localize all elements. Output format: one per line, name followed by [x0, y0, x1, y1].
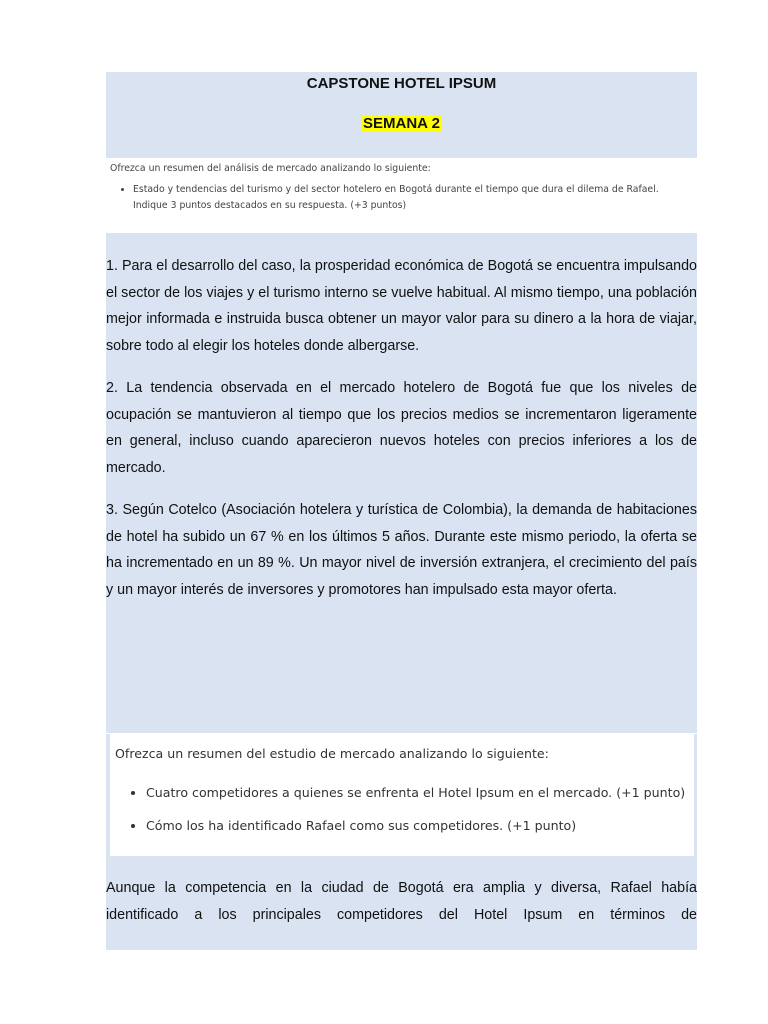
prompt-list-item: • Estado y tendencias del turismo y del sector hotelero en Bogotá durante el tiempo que dura el dilema de Rafael. Indique 3 puntos destacados en su respuesta. (+3 puntos)	[133, 182, 683, 214]
prompt-list-item: • Cuatro competidores a quienes se enfrenta el Hotel Ipsum en el mercado. (+1 punto)	[146, 784, 686, 817]
answer-paragraph-3: 3. Según Cotelco (Asociación hotelera y turística de Colombia), la demanda de habitaciones de hotel ha subido un 67 % en los últimos 5 años. Durante este mismo periodo, la oferta se ha incrementado en un 89 %. Un mayor nivel de inversión extranjera, el crecimiento del país y un mayor interés de inversores y promotores han impulsado esta mayor oferta.	[106, 502, 697, 598]
prompt-intro: Ofrezca un resumen del análisis de mercado analizando lo siguiente:	[110, 163, 431, 174]
answer-paragraph-1: 1. Para el desarrollo del caso, la prosperidad económica de Bogotá se encuentra impulsando el sector de los viajes y el turismo interno se vuelve habitual. Al mismo tiempo, una población mejor informada e instruida busca obtener un mayor valor para su dinero a la hora de viajar, sobre todo al elegir los hoteles donde albergarse.	[106, 258, 697, 354]
week-label: SEMANA 2	[363, 115, 440, 132]
document-title: CAPSTONE HOTEL IPSUM	[306, 75, 497, 92]
closing-line-2: identificado a los principales competidores del Hotel Ipsum en términos de	[106, 906, 697, 923]
closing-paragraph	[106, 875, 697, 928]
prompt-list	[106, 182, 683, 214]
document-page	[106, 72, 697, 923]
prompt-list	[110, 784, 686, 850]
prompt-intro: Ofrezca un resumen del estudio de mercado analizando lo siguiente:	[115, 746, 549, 761]
prompt-box-market-analysis	[106, 158, 697, 233]
answers-section	[106, 233, 697, 733]
week-label-wrapper	[106, 115, 697, 133]
prompt-list-item: • Cómo los ha identificado Rafael como sus competidores. (+1 punto)	[146, 817, 686, 850]
answer-paragraph-2: 2. La tendencia observada en el mercado hotelero de Bogotá fue que los niveles de ocupación se mantuvieron al tiempo que los precios medios se incrementaron ligeramente en general, incluso cuando aparecieron nuevos hoteles con precios inferiores a los de mercado.	[106, 380, 697, 476]
document-header	[106, 72, 697, 158]
closing-line-1: Aunque la competencia en la ciudad de Bogotá era amplia y diversa, Rafael había	[106, 880, 697, 896]
prompt-box-market-study	[110, 734, 694, 856]
